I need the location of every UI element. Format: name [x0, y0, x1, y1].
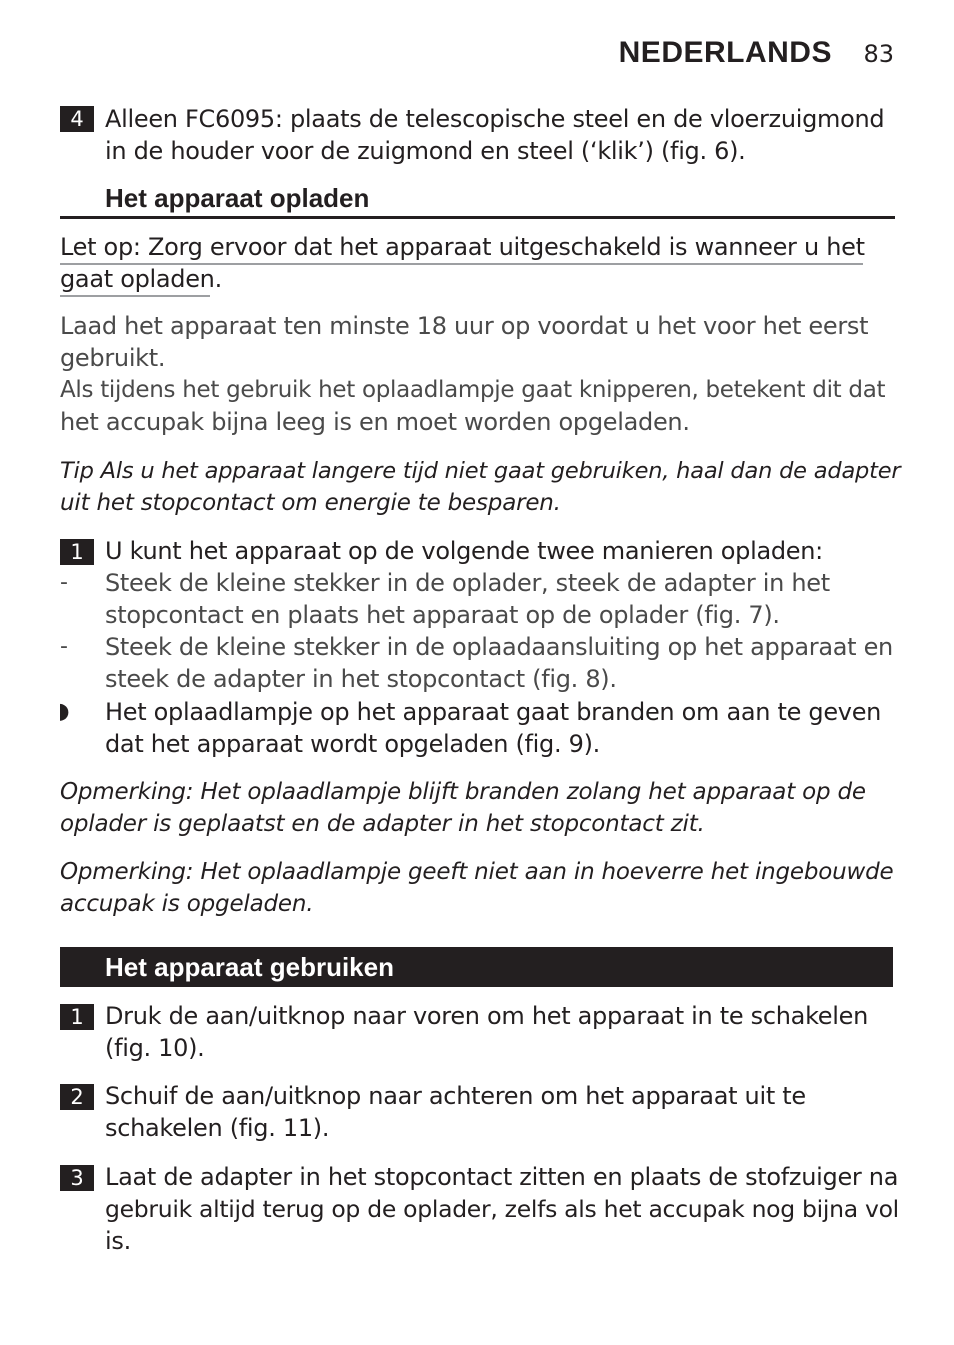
list-dash-marker: - [60, 570, 68, 595]
caution-text-line: gaat opladen. [60, 265, 222, 293]
step-text-line: U kunt het apparaat op de volgende twee manieren opladen: [105, 537, 823, 565]
result-text-line: Het oplaadlampje op het apparaat gaat branden om aan te geven [105, 698, 882, 726]
step-number-badge: 4 [60, 106, 94, 132]
step-text-line: Laat de adapter in het stopcontact zitten en plaats de stofzuiger na [105, 1163, 899, 1191]
body-text-line: Laad het apparaat ten minste 18 uur op voordat u het voor het eerst [60, 312, 869, 340]
step-text-line: gebruik altijd terug op de oplader, zelfs als het accupak nog bijna vol [105, 1195, 899, 1223]
caution-text-line: Let op: Zorg ervoor dat het apparaat uitgeschakeld is wanneer u het [60, 233, 865, 261]
note-text-line: accupak is opgeladen. [60, 891, 314, 917]
result-text-line: dat het apparaat wordt opgeladen (fig. 9). [105, 730, 600, 758]
step-text-line: (fig. 10). [105, 1034, 205, 1062]
list-item-line: steek de adapter in het stopcontact (fig. 8). [105, 665, 617, 693]
tip-text-line: uit het stopcontact om energie te besparen. [60, 490, 561, 516]
step-number-badge: 1 [60, 539, 94, 565]
body-text-line: het accupak bijna leeg is en moet worden opgeladen. [60, 408, 690, 436]
note-text-line: Opmerking: Het oplaadlampje geeft niet aan in hoeverre het ingebouwde [60, 859, 894, 885]
step-number-badge: 3 [60, 1165, 94, 1191]
step-text-line: schakelen (fig. 11). [105, 1114, 330, 1142]
section-heading: Het apparaat gebruiken [105, 952, 394, 982]
page-number: 83 [863, 40, 894, 68]
section-rule [60, 216, 895, 219]
step-text-line: Alleen FC6095: plaats de telescopische steel en de vloerzuigmond [105, 105, 885, 133]
tip-text-line: Tip Als u het apparaat langere tijd niet gaat gebruiken, haal dan de adapter [60, 458, 901, 484]
step-text-line: Druk de aan/uitknop naar voren om het apparaat in te schakelen [105, 1002, 869, 1030]
step-number-badge: 1 [60, 1004, 94, 1030]
list-dash-marker: - [60, 634, 68, 659]
step-number-badge: 2 [60, 1084, 94, 1110]
body-text-line: Als tijdens het gebruik het oplaadlampje gaat knipperen, betekent dit dat [60, 377, 886, 403]
step-text-line: Schuif de aan/uitknop naar achteren om het apparaat uit te [105, 1082, 806, 1110]
list-item-line: Steek de kleine stekker in de oplader, steek de adapter in het [105, 569, 830, 597]
step-text-line: is. [105, 1227, 131, 1255]
step-text-line: in de houder voor de zuigmond en steel (‘klik’) (fig. 6). [105, 137, 746, 165]
list-item-line: Steek de kleine stekker in de oplaadaansluiting op het apparaat en [105, 633, 893, 661]
section-title: NEDERLANDS [618, 36, 832, 69]
note-text-line: Opmerking: Het oplaadlampje blijft branden zolang het apparaat op de [60, 779, 866, 805]
body-text-line: gebruikt. [60, 344, 166, 372]
list-item-line: stopcontact en plaats het apparaat op de oplader (fig. 7). [105, 601, 780, 629]
note-text-line: oplader is geplaatst en de adapter in het stopcontact zit. [60, 811, 705, 837]
result-arrow-icon: ◗ [58, 699, 70, 724]
section-heading: Het apparaat opladen [105, 183, 370, 213]
caution-underline [60, 295, 210, 297]
